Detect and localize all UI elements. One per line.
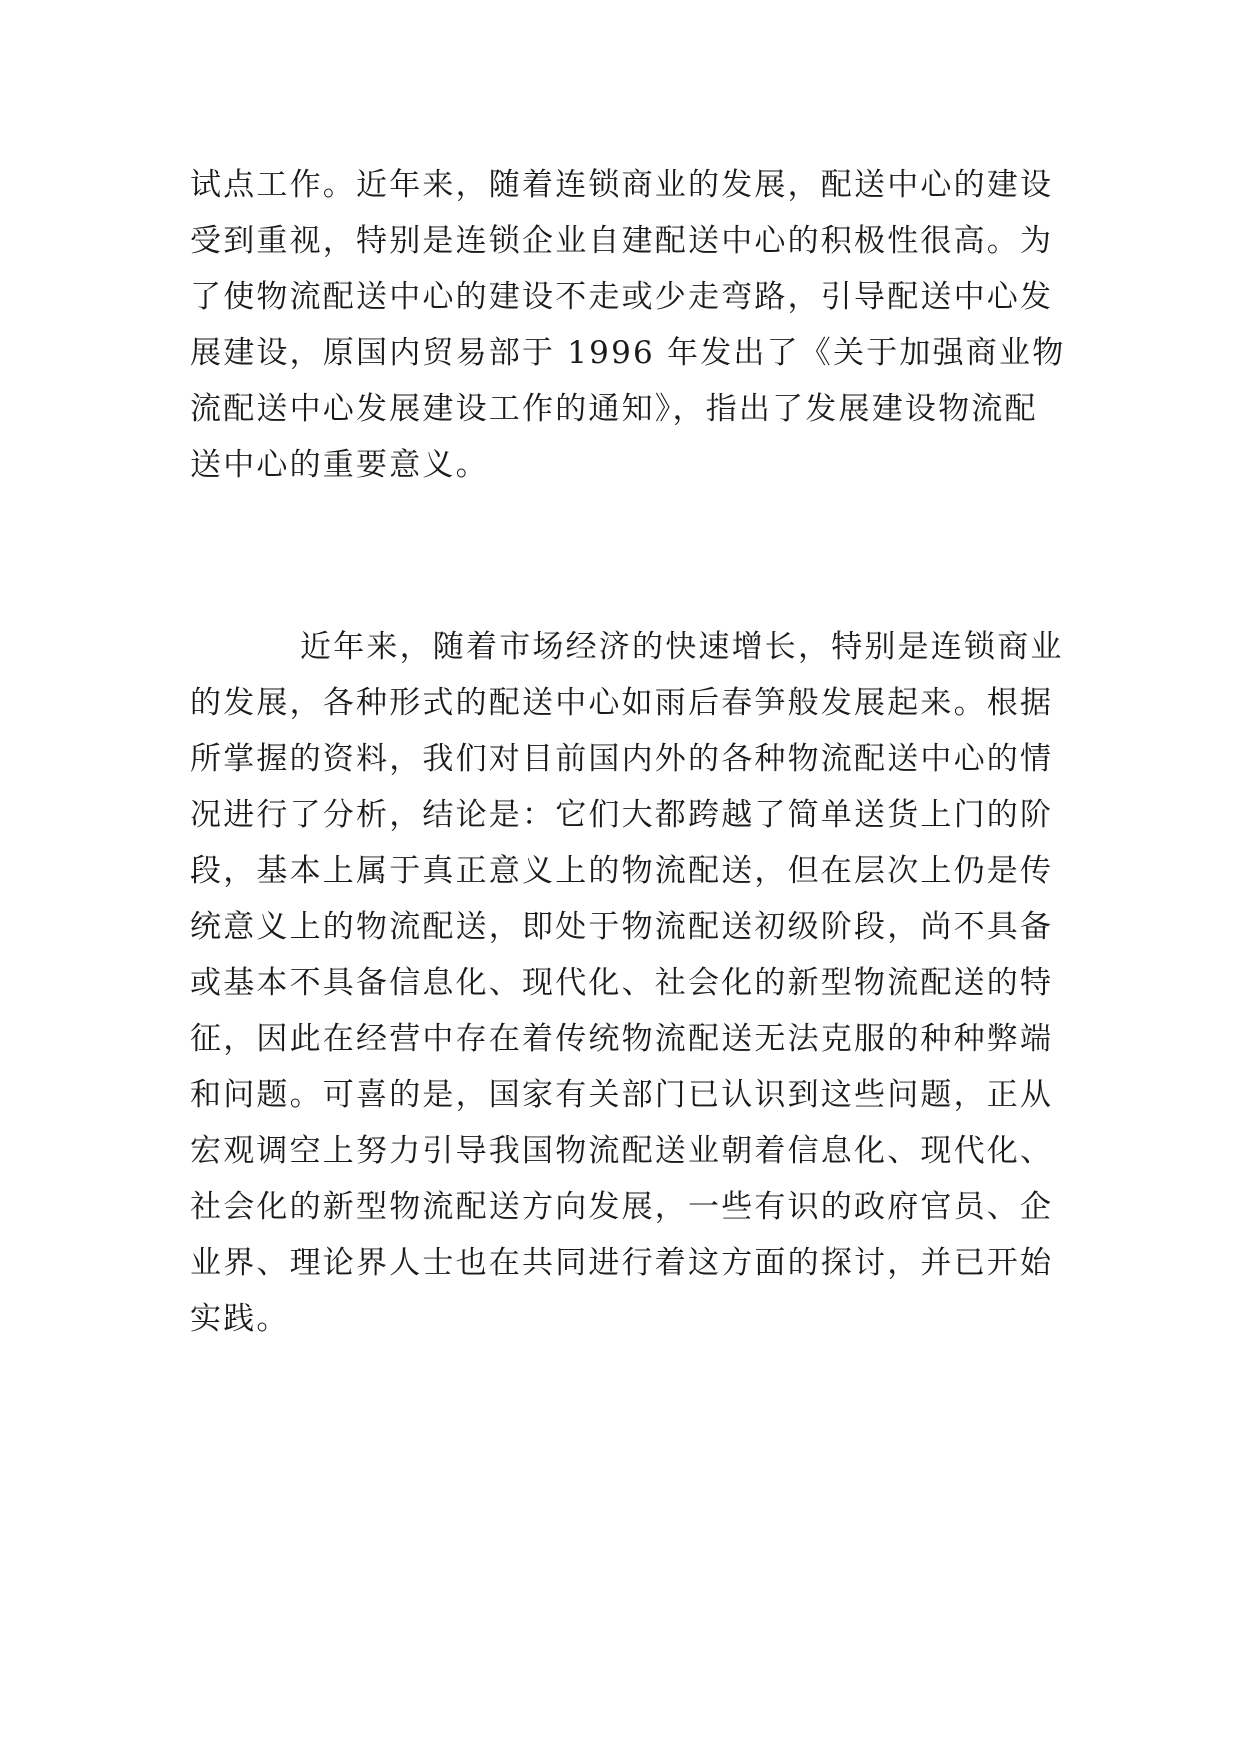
text-line: 了使物流配送中心的建设不走或少走弯路，引导配送中心发 [190,279,1054,315]
paragraph-main [190,619,1070,1347]
text-line: 受到重视，特别是连锁企业自建配送中心的积极性很高。为 [190,223,1054,259]
text-line: 实践。 [190,1301,290,1337]
text-line: 社会化的新型物流配送方向发展，一些有识的政府官员、企 [190,1189,1054,1225]
text-line-first: 近年来，随着市场经济的快速增长，特别是连锁商业 [300,629,1064,665]
text-line: 统意义上的物流配送，即处于物流配送初级阶段，尚不具备 [190,909,1054,945]
text-line: 和问题。可喜的是，国家有关部门已认识到这些问题，正从 [190,1077,1054,1113]
text-line: 所掌握的资料，我们对目前国内外的各种物流配送中心的情 [190,741,1054,777]
text-line: 段，基本上属于真正意义上的物流配送，但在层次上仍是传 [190,853,1054,889]
text-line: 况进行了分析，结论是：它们大都跨越了简单送货上门的阶 [190,797,1054,833]
text-line: 业界、理论界人士也在共同进行着这方面的探讨，并已开始 [190,1245,1054,1281]
paragraph-continued [190,157,1070,493]
text-line: 试点工作。近年来，随着连锁商业的发展，配送中心的建设 [190,167,1054,203]
text-line: 展建设，原国内贸易部于 1996 年发出了《关于加强商业物 [190,335,1066,371]
text-line: 流配送中心发展建设工作的通知》，指出了发展建设物流配 [190,391,1038,427]
text-line: 的发展，各种形式的配送中心如雨后春笋般发展起来。根据 [190,685,1054,721]
text-line: 宏观调空上努力引导我国物流配送业朝着信息化、现代化、 [190,1133,1054,1169]
text-line: 或基本不具备信息化、现代化、社会化的新型物流配送的特 [190,965,1054,1001]
text-line: 征，因此在经营中存在着传统物流配送无法克服的种种弊端 [190,1021,1054,1057]
text-line: 送中心的重要意义。 [190,447,489,483]
